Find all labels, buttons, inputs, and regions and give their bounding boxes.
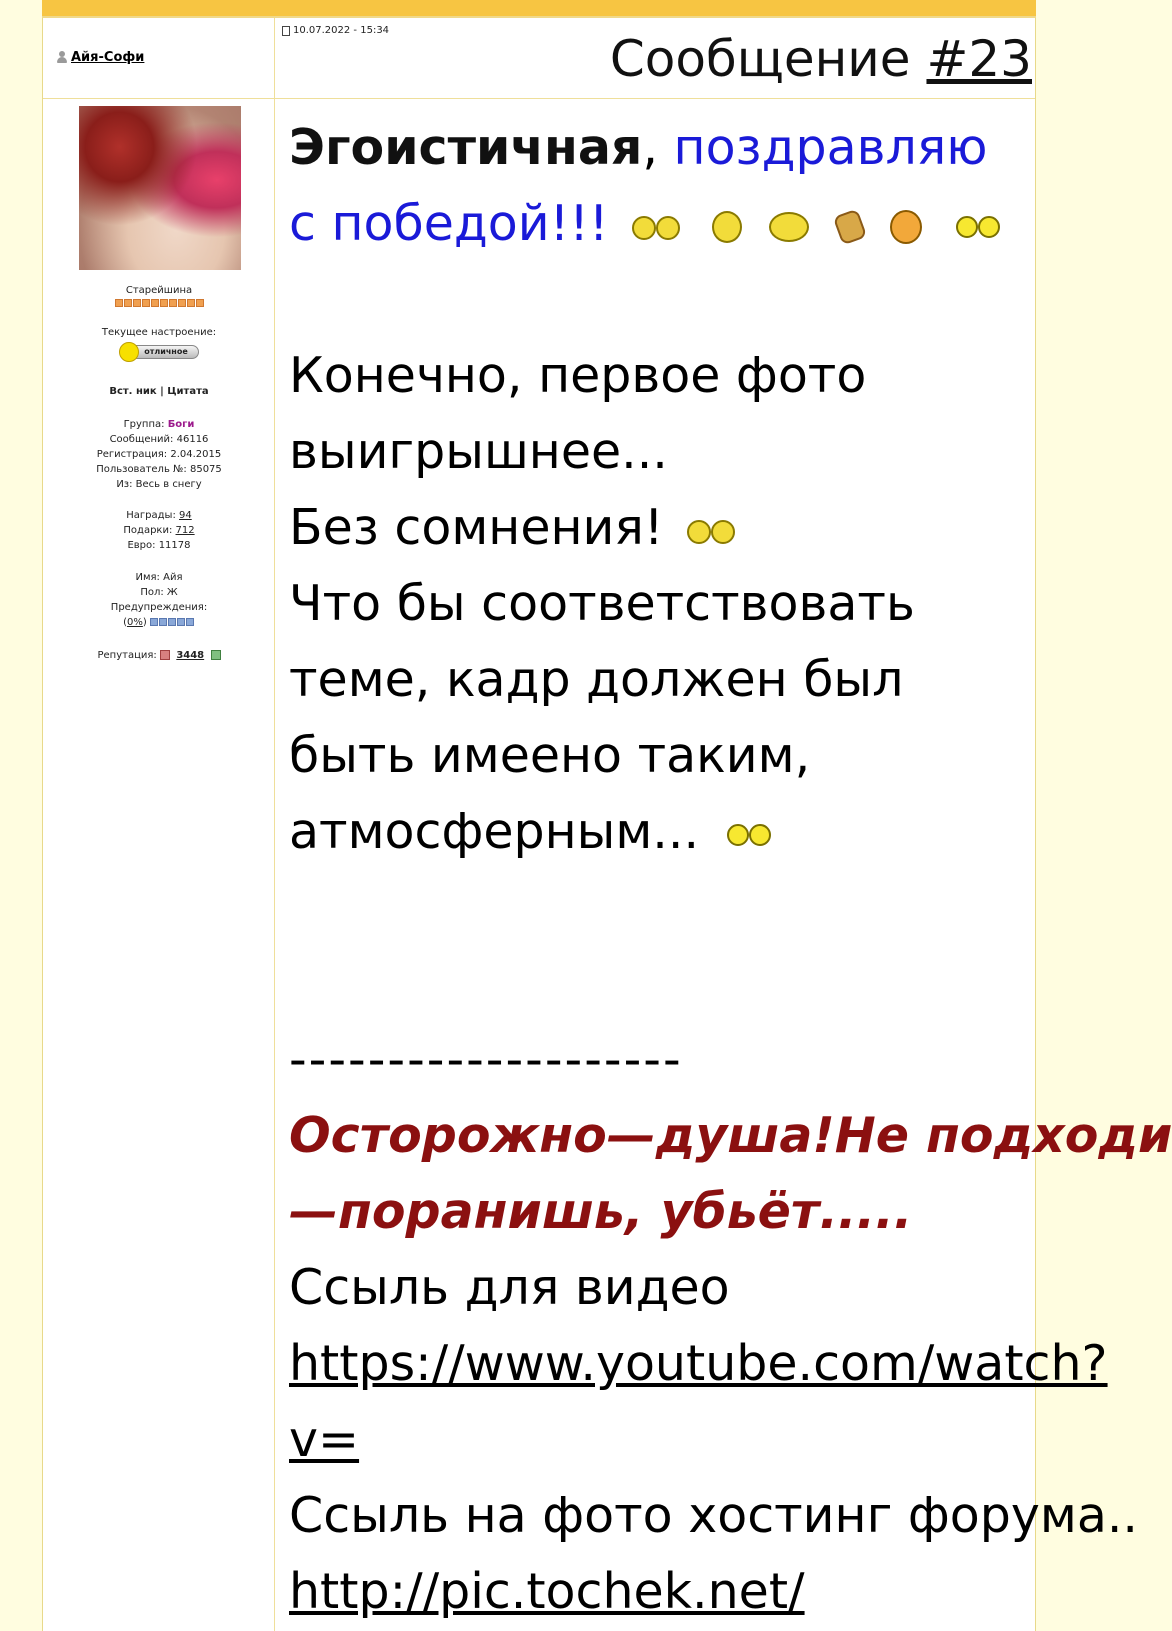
- message-number-link[interactable]: #23: [926, 30, 1032, 88]
- warnings-link[interactable]: 0%: [126, 617, 143, 628]
- avatar: [79, 106, 241, 270]
- reputation-value[interactable]: 3448: [176, 650, 205, 661]
- post-top-bar: [42, 0, 1036, 18]
- message-body: [289, 110, 1172, 1630]
- photo-host-link[interactable]: http://pic.tochek.net/: [289, 1563, 805, 1620]
- warnings-label: Предупреждения:: [110, 602, 208, 613]
- paragraph-line-2: выигрышнее...: [289, 423, 668, 480]
- awards-label: Награды:: [126, 510, 179, 521]
- smiley-friends-icon: [685, 518, 739, 544]
- registration-date: Регистрация: 2.04.2015: [96, 449, 222, 460]
- rank-stars: [43, 299, 275, 307]
- post-datetime: [282, 25, 389, 36]
- reputation-plus-icon[interactable]: [211, 650, 221, 660]
- datetime-text: 10.07.2022 - 15:34: [293, 25, 390, 36]
- paragraph-line-1: Конечно, первое фото: [289, 347, 867, 404]
- greeting-line-1: [289, 110, 1019, 186]
- profile-actions[interactable]: Вст. ник | Цитата: [109, 386, 209, 397]
- mood-badge: [119, 342, 199, 362]
- reputation-minus-icon[interactable]: [160, 650, 170, 660]
- profile-rank: [43, 285, 275, 307]
- video-link-part-1[interactable]: https://www.youtube.com/watch?: [289, 1335, 1108, 1392]
- smiley-clap-icon: [832, 208, 867, 245]
- euro-balance: Евро: 11178: [127, 540, 191, 551]
- addressee-nick: Эгоистичная: [289, 119, 643, 176]
- user-number: Пользователь №: 85075: [96, 464, 222, 475]
- paragraph-line-7-text: атмосферным...: [289, 803, 700, 860]
- smiley-messy-hair-icon: [769, 212, 809, 242]
- paragraph-line-3-text: Без сомнения!: [289, 499, 664, 556]
- user-icon: [56, 51, 68, 64]
- user-location: Из: Весь в снегу: [116, 479, 202, 490]
- user-name: Имя: Айя: [135, 572, 183, 583]
- greeting-text-2: с победой!!!: [289, 195, 609, 252]
- reputation-label: Репутация:: [97, 650, 160, 661]
- message-count: Сообщений: 46116: [109, 434, 209, 445]
- smiley-friends-icon: [630, 214, 684, 240]
- awards-link[interactable]: 94: [179, 510, 192, 521]
- gifts-link[interactable]: 712: [175, 525, 195, 536]
- rank-label: Старейшина: [125, 285, 193, 296]
- profile-personal: [43, 570, 275, 630]
- photo-link-label: Ссыль на фото хостинг форума..: [289, 1487, 1139, 1544]
- smiley-couple-icon: [950, 214, 1006, 240]
- signature-line-1: Осторожно—душа!Не подходи: [289, 1107, 1172, 1164]
- greeting-text-1: поздравляю: [657, 119, 988, 176]
- warnings-row: [43, 615, 275, 630]
- group-label: Группа:: [123, 419, 168, 430]
- smiley-balloon-icon: [890, 210, 922, 244]
- video-link-part-2[interactable]: v=: [289, 1411, 360, 1468]
- message-title-label: Сообщение: [609, 30, 927, 88]
- warnings-close: ): [142, 617, 147, 628]
- author-link[interactable]: [56, 50, 144, 65]
- mood-label: Текущее настроение:: [101, 327, 217, 338]
- smiley-flower-icon: [712, 211, 742, 243]
- gifts-label: Подарки:: [123, 525, 176, 536]
- group-value: Боги: [167, 419, 195, 430]
- header-divider: [43, 98, 1035, 99]
- mood-smiley-icon: [119, 342, 139, 362]
- signature-separator: --------------------: [289, 1031, 683, 1088]
- paragraph-line-6: быть имеено таким,: [289, 727, 811, 784]
- message-title: [610, 30, 1032, 88]
- document-icon: [282, 26, 290, 36]
- mood-value: отличное: [129, 345, 199, 359]
- video-link-label: Ссыль для видео: [289, 1259, 730, 1316]
- profile-details: [43, 417, 275, 492]
- greeting-line-2: [289, 186, 1019, 262]
- greeting-comma: ,: [642, 119, 658, 176]
- signature-line-2: —поранишь, убьёт.....: [289, 1183, 913, 1240]
- warnings-open: (: [123, 617, 127, 628]
- paragraph-line-7: [289, 794, 1019, 870]
- profile-awards: [43, 508, 275, 553]
- paragraph-line-5: теме, кадр должен был: [289, 651, 904, 708]
- profile-reputation: [43, 650, 275, 661]
- paragraph-line-3: [289, 490, 1019, 566]
- user-gender: Пол: Ж: [140, 587, 178, 598]
- profile-mood: [43, 327, 275, 365]
- smiley-couple-icon: [721, 822, 777, 848]
- warning-level-boxes: [150, 617, 195, 628]
- paragraph-line-4: Что бы соответствовать: [289, 575, 915, 632]
- author-name[interactable]: Айя-Софи: [71, 50, 145, 65]
